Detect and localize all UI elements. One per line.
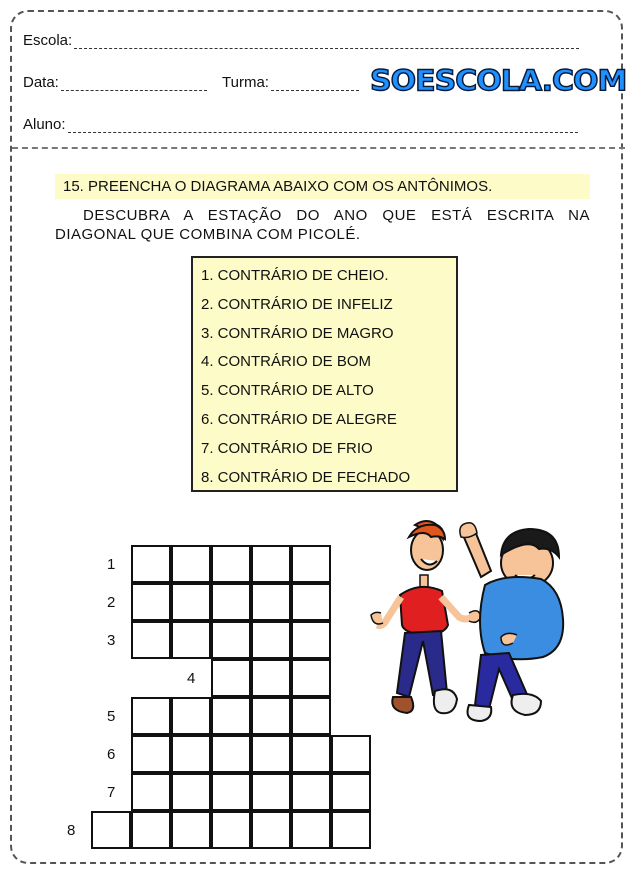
crossword-cell[interactable] [291, 659, 331, 697]
crossword-cell[interactable] [171, 583, 211, 621]
crossword-cell[interactable] [171, 697, 211, 735]
crossword-cell[interactable] [211, 583, 251, 621]
clue-box [191, 256, 458, 492]
crossword-row-number-6: 6 [107, 746, 116, 763]
crossword-cell[interactable] [291, 697, 331, 735]
clue-7: 7. CONTRÁRIO DE FRIO [201, 439, 373, 457]
clue-8: 8. CONTRÁRIO DE FECHADO [201, 468, 411, 486]
crossword-row-number-1: 1 [107, 556, 116, 573]
data-line[interactable] [61, 78, 207, 91]
crossword-cell[interactable] [211, 659, 251, 697]
crossword-cell[interactable] [91, 811, 131, 849]
crossword-cell[interactable] [251, 659, 291, 697]
clue-2: 2. CONTRÁRIO DE INFELIZ [201, 295, 393, 313]
crossword-cell[interactable] [211, 811, 251, 849]
crossword-cell[interactable] [211, 697, 251, 735]
crossword-cell[interactable] [171, 545, 211, 583]
data-field[interactable] [23, 74, 207, 91]
crossword-row-number-2: 2 [107, 594, 116, 611]
two-boys-high-five-illustration [365, 515, 570, 750]
crossword-cell[interactable] [291, 735, 331, 773]
crossword-cell[interactable] [171, 811, 211, 849]
turma-line[interactable] [271, 78, 359, 91]
header-divider [12, 147, 625, 149]
aluno-line[interactable] [68, 120, 578, 133]
crossword-row-number-8: 8 [67, 822, 76, 839]
soescola-logo: SOESCOLA.COM [370, 64, 627, 99]
crossword-cell[interactable] [291, 583, 331, 621]
crossword-cell[interactable] [291, 621, 331, 659]
crossword-cell[interactable] [131, 621, 171, 659]
crossword-row-number-5: 5 [107, 708, 116, 725]
crossword-cell[interactable] [131, 545, 171, 583]
escola-line[interactable] [74, 36, 579, 49]
turma-field[interactable] [222, 74, 359, 91]
crossword-cell[interactable] [171, 735, 211, 773]
clue-3: 3. CONTRÁRIO DE MAGRO [201, 324, 394, 342]
crossword-cell[interactable] [251, 773, 291, 811]
exercise-title: 15. PREENCHA O DIAGRAMA ABAIXO COM OS ANTÔNIMOS. [55, 174, 590, 199]
crossword-cell[interactable] [291, 811, 331, 849]
clue-1: 1. CONTRÁRIO DE CHEIO. [201, 267, 389, 284]
crossword-cell[interactable] [251, 583, 291, 621]
crossword-row-number-3: 3 [107, 632, 116, 649]
crossword-row-number-7: 7 [107, 784, 116, 801]
boy-red-shirt [371, 521, 481, 713]
crossword-cell[interactable] [211, 773, 251, 811]
clue-4: 4. CONTRÁRIO DE BOM [201, 353, 372, 371]
crossword-cell[interactable] [131, 697, 171, 735]
aluno-label: Aluno: [23, 116, 66, 133]
crossword-cell[interactable] [131, 811, 171, 849]
crossword-cell[interactable] [251, 621, 291, 659]
clue-5: 5. CONTRÁRIO DE ALTO [201, 382, 374, 400]
crossword-cell[interactable] [331, 773, 371, 811]
crossword-cell[interactable] [331, 811, 371, 849]
escola-label: Escola: [23, 32, 73, 49]
crossword-cell[interactable] [131, 735, 171, 773]
clue-6: 6. CONTRÁRIO DE ALEGRE [201, 410, 397, 428]
crossword-cell[interactable] [211, 621, 251, 659]
crossword-cell[interactable] [171, 773, 211, 811]
aluno-field[interactable] [23, 116, 578, 133]
crossword-cell[interactable] [291, 545, 331, 583]
crossword-cell[interactable] [211, 545, 251, 583]
exercise-paragraph: DESCUBRA A ESTAÇÃO DO ANO QUE ESTÁ ESCRITA NA DIAGONAL QUE COMBINA COM PICOLÉ. [55, 207, 590, 243]
crossword-cell[interactable] [171, 621, 211, 659]
crossword-cell[interactable] [291, 773, 331, 811]
crossword-row-number-4: 4 [187, 670, 196, 687]
crossword-cell[interactable] [251, 697, 291, 735]
crossword-cell[interactable] [211, 735, 251, 773]
turma-label: Turma: [222, 74, 269, 91]
crossword-cell[interactable] [131, 773, 171, 811]
data-label: Data: [23, 74, 59, 91]
crossword-cell[interactable] [251, 811, 291, 849]
crossword-cell[interactable] [251, 735, 291, 773]
escola-field[interactable] [23, 32, 579, 49]
crossword-cell[interactable] [131, 583, 171, 621]
crossword-cell[interactable] [251, 545, 291, 583]
